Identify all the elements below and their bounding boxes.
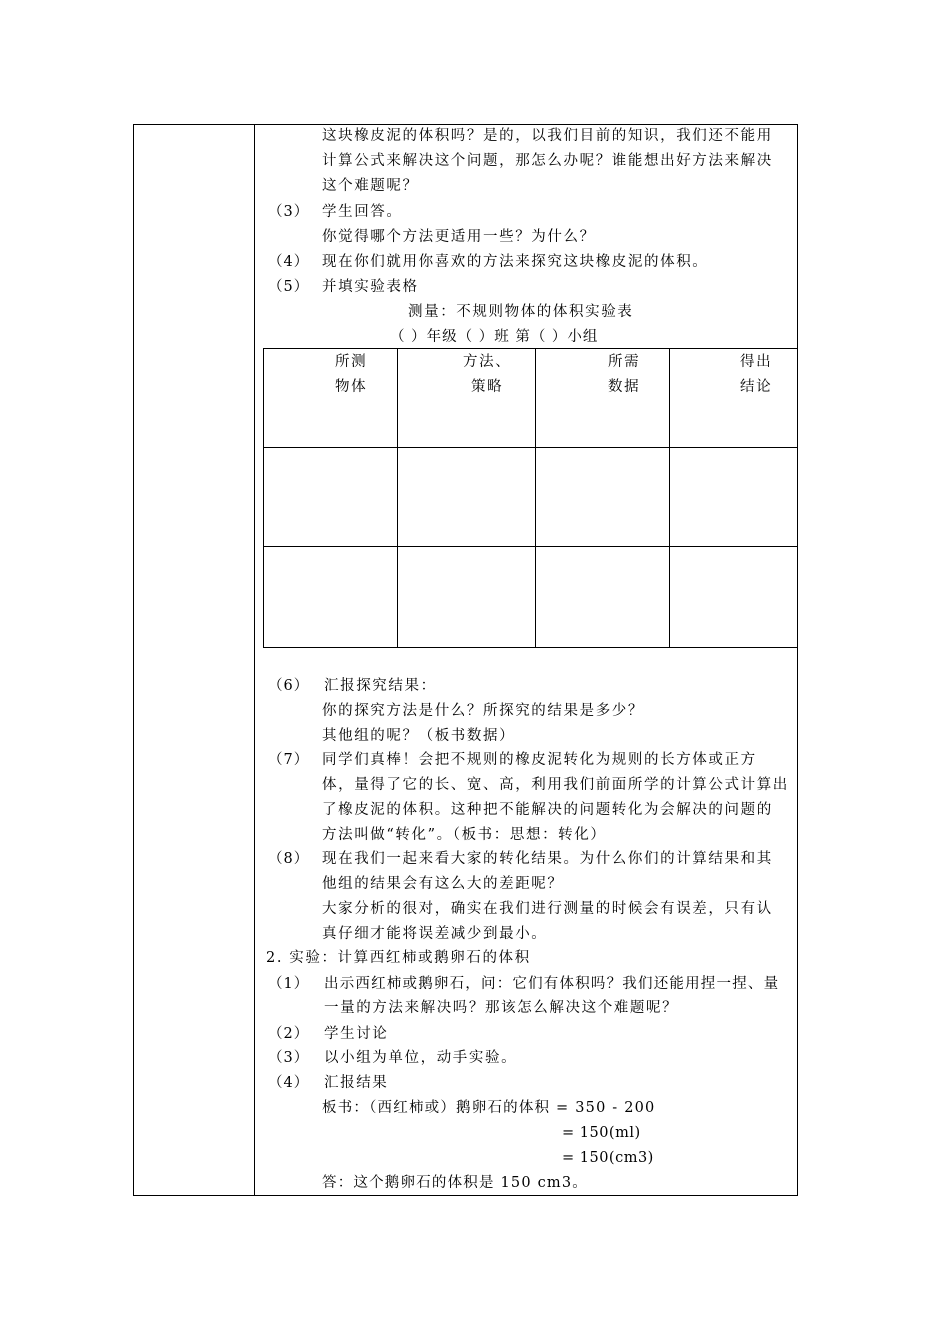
table-col-divider bbox=[669, 348, 670, 648]
exp2-step3-number: （3） bbox=[268, 1050, 310, 1066]
intro-line-3: 这个难题呢？ bbox=[322, 178, 419, 194]
step7-line-2: 体，量得了它的长、宽、高，利用我们前面所学的计算公式计算出 bbox=[322, 777, 789, 793]
column-divider bbox=[254, 124, 255, 1196]
step3-follow: 你觉得哪个方法更适用一些？为什么？ bbox=[322, 229, 596, 245]
step3-number: （3） bbox=[268, 204, 310, 220]
step8-line-2: 他组的结果会有这么大的差距呢？ bbox=[322, 876, 564, 892]
exp2-step2-number: （2） bbox=[268, 1026, 310, 1042]
table-header-object: 所测 物体 bbox=[335, 354, 368, 395]
step4-text: 现在你们就用你喜欢的方法来探究这块橡皮泥的体积。 bbox=[322, 254, 709, 270]
table-col-divider bbox=[263, 348, 264, 648]
table-header-data: 所需 数据 bbox=[608, 354, 641, 395]
exp2-step2-text: 学生讨论 bbox=[324, 1026, 389, 1042]
table-row-divider bbox=[263, 447, 798, 448]
table-border-top bbox=[263, 348, 798, 349]
exp2-step4-number: （4） bbox=[268, 1075, 310, 1091]
board-result-cm3: = 150(cm3) bbox=[562, 1150, 654, 1166]
board-result-ml: = 150(ml) bbox=[562, 1125, 641, 1141]
intro-line-1: 这块橡皮泥的体积吗？是的，以我们目前的知识，我们还不能用 bbox=[322, 128, 773, 144]
exp2-step1-line-2: 一量的方法来解决吗？那该怎么解决这个难题呢？ bbox=[324, 1000, 679, 1016]
experiment2-heading: 2. 实验：计算西红柿或鹅卵石的体积 bbox=[266, 950, 531, 966]
intro-line-2: 计算公式来解决这个问题，那怎么办呢？谁能想出好方法来解决 bbox=[322, 153, 773, 169]
table-border-bottom bbox=[263, 647, 798, 648]
experiment-table bbox=[263, 348, 798, 648]
experiment-table-title: 测量：不规则物体的体积实验表 bbox=[408, 304, 634, 320]
step5-text: 并填实验表格 bbox=[322, 279, 419, 295]
step6-text: 汇报探究结果： bbox=[324, 678, 437, 694]
table-header-method: 方法、 策略 bbox=[463, 354, 512, 395]
step8-line-3: 大家分析的很对，确实在我们进行测量的时候会有误差，只有认 bbox=[322, 901, 773, 917]
experiment-table-subtitle: （ ）年级（ ）班 第（ ）小组 bbox=[390, 329, 599, 345]
exp2-step1-line-1: 出示西红柿或鹅卵石，问：它们有体积吗？我们还能用捏一捏、量 bbox=[324, 976, 780, 992]
board-equation: 板书：（西红柿或）鹅卵石的体积 = 350 - 200 bbox=[322, 1100, 656, 1116]
table-border-right bbox=[797, 348, 798, 648]
step6-number: （6） bbox=[268, 678, 310, 694]
step7-line-4: 方法叫做“转化”。（板书：思想：转化） bbox=[322, 827, 607, 843]
exp2-step4-text: 汇报结果 bbox=[324, 1075, 389, 1091]
step8-number: （8） bbox=[268, 851, 310, 867]
table-row-divider bbox=[263, 546, 798, 547]
step7-line-3: 了橡皮泥的体积。这种把不能解决的问题转化为会解决的问题的 bbox=[322, 802, 773, 818]
answer-line: 答：这个鹅卵石的体积是 150 cm3。 bbox=[322, 1175, 588, 1191]
step8-line-1: 现在我们一起来看大家的转化结果。为什么你们的计算结果和其 bbox=[322, 851, 773, 867]
step6-line-2: 其他组的呢？（板书数据） bbox=[322, 728, 516, 744]
step7-line-1: 同学们真棒！会把不规则的橡皮泥转化为规则的长方体或正方 bbox=[322, 752, 757, 768]
step5-number: （5） bbox=[268, 279, 310, 295]
exp2-step3-text: 以小组为单位，动手实验。 bbox=[324, 1050, 518, 1066]
step7-number: （7） bbox=[268, 752, 310, 768]
table-col-divider bbox=[397, 348, 398, 648]
step4-number: （4） bbox=[268, 254, 310, 270]
exp2-step1-number: （1） bbox=[268, 976, 310, 992]
lesson-table-frame bbox=[133, 124, 798, 1196]
table-header-conclusion: 得出 结论 bbox=[740, 354, 773, 395]
step8-line-4: 真仔细才能将误差减少到最小。 bbox=[322, 926, 548, 942]
table-col-divider bbox=[535, 348, 536, 648]
step6-line-1: 你的探究方法是什么？所探究的结果是多少？ bbox=[322, 703, 644, 719]
step3-text: 学生回答。 bbox=[322, 204, 403, 220]
